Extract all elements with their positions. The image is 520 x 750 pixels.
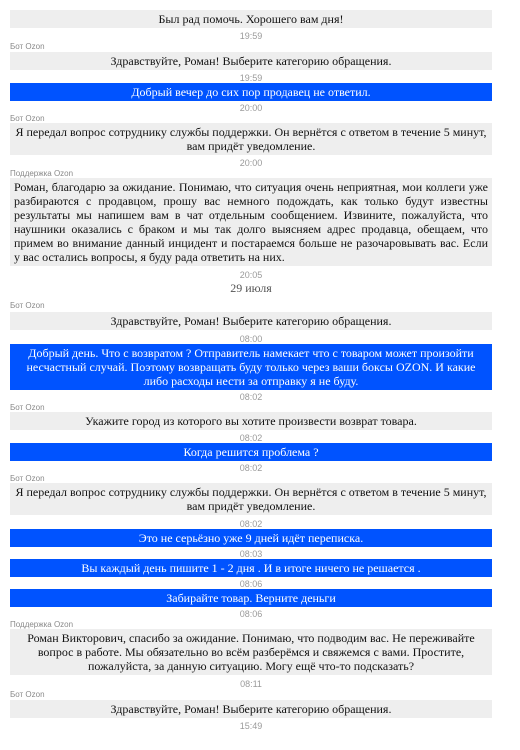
message-sender: Бот Ozon [10,42,45,51]
message-time: 20:00 [239,103,263,113]
message-time: 08:02 [239,392,263,402]
message-sender: Поддержка Ozon [10,620,74,629]
message-sender: Бот Ozon [10,474,45,483]
message-sender: Поддержка Ozon [10,169,74,178]
message-time: 20:05 [239,270,263,280]
message-time: 19:59 [239,31,263,41]
user-message: Добрый вечер до сих пор продавец не ответил. [10,83,492,101]
bot-message: Был рад помочь. Хорошего вам дня! [10,10,492,28]
bot-message: Здравствуйте, Роман! Выберите категорию обращения. [10,312,492,330]
message-sender: Бот Ozon [10,403,45,412]
message-time: 20:00 [239,158,263,168]
bot-message: Я передал вопрос сотруднику службы поддержки. Он вернётся с ответом в течение 5 минут, вам придёт уведомление. [10,483,492,515]
message-time: 08:00 [239,334,263,344]
date-separator: 29 июля [230,281,272,295]
message-time: 08:03 [239,549,263,559]
user-message: Когда решится проблема ? [10,443,492,461]
user-message: Вы каждый день пишите 1 - 2 дня . И в итоге ничего не решается . [10,559,492,577]
bot-message: Здравствуйте, Роман! Выберите категорию обращения. [10,52,492,70]
message-time: 08:06 [239,609,263,619]
user-message: Это не серьёзно уже 9 дней идёт переписка. [10,529,492,547]
support-message: Роман, благодарю за ожидание. Понимаю, что ситуация очень неприятная, мои коллеги уже разбираются с продавцом, прошу вас немного подождать, как только будут известны результаты мы напишем вам в чат отдельным сообщением. Извините, пожалуйста, что наушники оказались с браком и мы так долго выясняем адрес продавца, обещаем, что примем во внимание данный инцидент и постараемся больше не разочаровывать вас. Если у вас остались вопросы, я буду рада ответить на них. [10,178,492,266]
user-message: Забирайте товар. Верните деньги [10,589,492,607]
message-time: 19:59 [239,73,263,83]
message-sender: Бот Ozon [10,690,45,699]
bot-message: Я передал вопрос сотруднику службы поддержки. Он вернётся с ответом в течение 5 минут, вам придёт уведомление. [10,123,492,155]
message-time: 08:06 [239,579,263,589]
message-time: 15:49 [239,721,263,731]
message-sender: Бот Ozon [10,301,45,310]
message-time: 08:11 [240,679,262,689]
message-time: 08:02 [239,463,263,473]
message-sender: Бот Ozon [10,114,45,123]
user-message: Добрый день. Что с возвратом ? Отправитель намекает что с товаром может произойти несчастный случай. Поэтому возвращать буду только через ваши боксы OZON. И какие либо расходы нести за отправку я не буду. [10,344,492,390]
message-time: 08:02 [239,519,263,529]
bot-message: Укажите город из которого вы хотите произвести возврат товара. [10,412,492,430]
bot-message: Здравствуйте, Роман! Выберите категорию обращения. [10,700,492,718]
support-message: Роман Викторович, спасибо за ожидание. Понимаю, что подводим вас. Не переживайте вопрос в работе. Мы обязательно во всём разберёмся и свяжемся с вами. Простите, пожалуйста, за данную ситуацию. Могу ещё что-то подсказать? [10,629,492,675]
message-time: 08:02 [239,433,263,443]
